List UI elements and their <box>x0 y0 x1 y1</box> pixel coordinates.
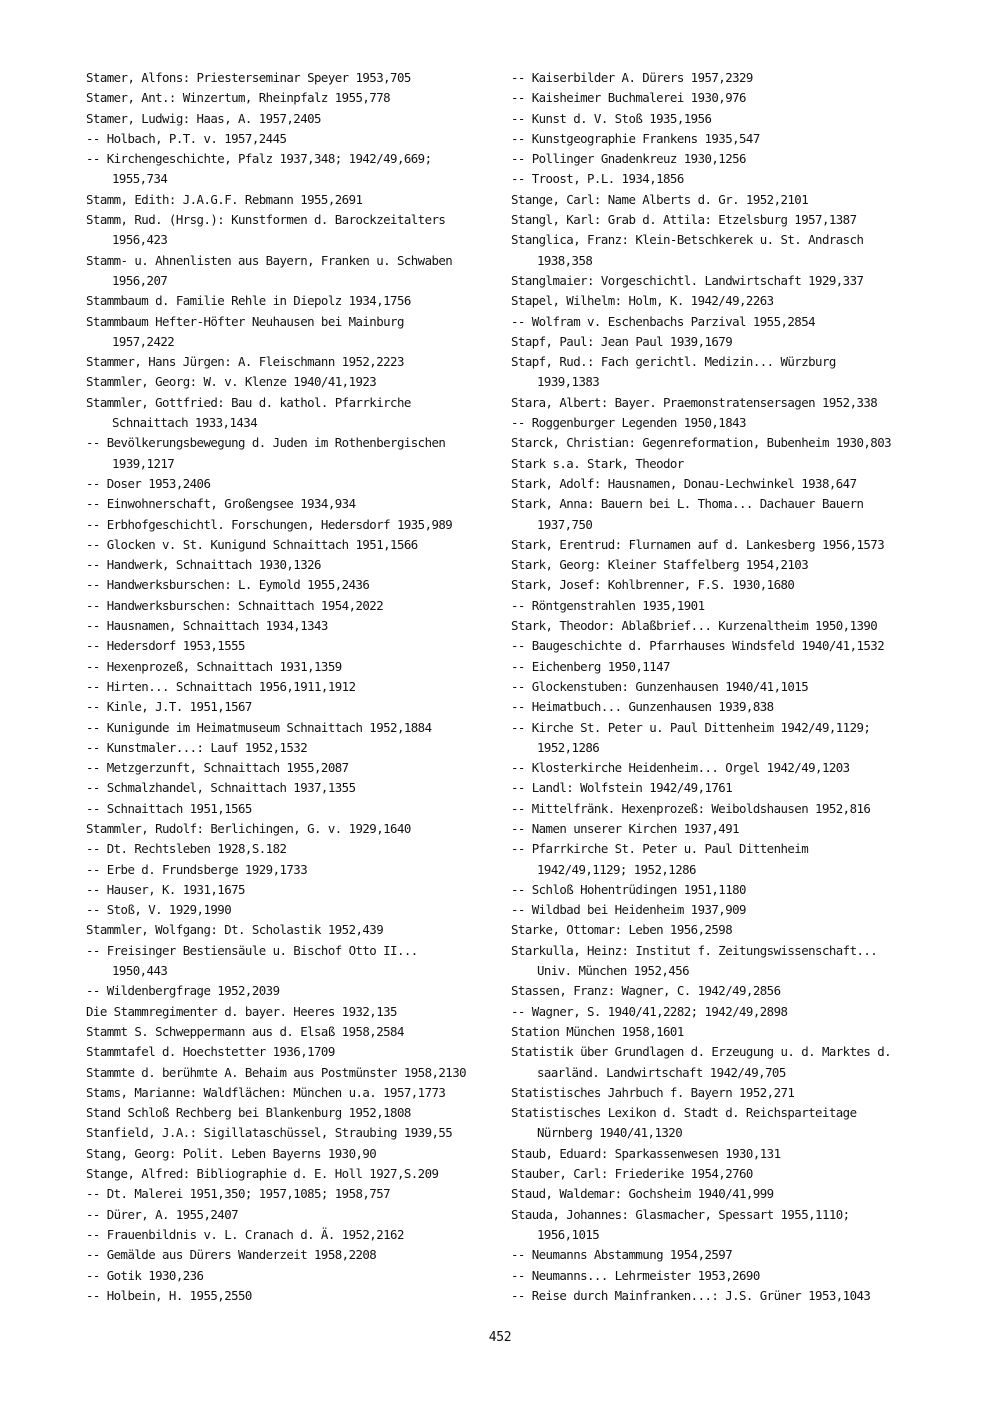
entry-text: Stamm, Rud. (Hrsg.): Kunstformen d. Barockzeitalters <box>86 212 446 228</box>
entry-text: Stark, Anna: Bauern bei L. Thoma... Dachauer Bauern <box>511 496 864 512</box>
entry-text: -- Metzgerzunft, Schnaittach 1955,2087 <box>86 760 349 776</box>
index-entry <box>86 1042 526 1062</box>
index-entry <box>86 1144 526 1164</box>
entry-text: -- Dürer, A. 1955,2407 <box>86 1206 239 1222</box>
index-entry <box>511 1286 931 1306</box>
entry-continuation: 1955,734 <box>112 171 168 187</box>
index-entry <box>511 433 931 453</box>
entry-text: -- Wolfram v. Eschenbachs Parzival 1955,2854 <box>511 313 816 329</box>
index-entry <box>86 433 526 474</box>
entry-continuation: 1956,1015 <box>537 1226 600 1242</box>
index-entry <box>86 839 526 859</box>
entry-continuation: saarländ. Landwirtschaft 1942/49,705 <box>537 1064 786 1080</box>
entry-continuation: 1937,750 <box>537 516 593 532</box>
index-entry <box>511 839 931 880</box>
index-entry <box>511 68 931 88</box>
index-column-right <box>511 68 931 1306</box>
page-number: 452 <box>488 1330 512 1345</box>
entry-text: -- Glocken v. St. Kunigund Schnaittach 1951,1566 <box>86 536 418 552</box>
index-entry <box>511 555 931 575</box>
index-entry <box>511 474 931 494</box>
index-entry <box>86 616 526 636</box>
index-entry <box>511 819 931 839</box>
entry-text: Stara, Albert: Bayer. Praemonstratensersagen 1952,338 <box>511 394 878 410</box>
index-entry <box>511 1042 931 1083</box>
entry-text: Starkulla, Heinz: Institut f. Zeitungswissenschaft... <box>511 942 878 958</box>
index-entry <box>511 636 931 656</box>
entry-text: -- Stoß, V. 1929,1990 <box>86 902 232 918</box>
index-entry <box>86 1123 526 1143</box>
entry-text: Stams, Marianne: Waldflächen: München u.a. 1957,1773 <box>86 1084 446 1100</box>
index-entry <box>86 1083 526 1103</box>
entry-text: Stang, Georg: Polit. Leben Bayerns 1930,90 <box>86 1145 377 1161</box>
index-entry <box>86 393 526 434</box>
index-entry <box>511 393 931 413</box>
index-entry <box>86 819 526 839</box>
entry-text: Stand Schloß Rechberg bei Blankenburg 1952,1808 <box>86 1105 411 1121</box>
index-entry <box>86 88 526 108</box>
index-entry <box>511 1002 931 1022</box>
index-entry <box>86 636 526 656</box>
entry-text: -- Holbein, H. 1955,2550 <box>86 1287 252 1303</box>
index-entry <box>86 1205 526 1225</box>
entry-text: Stange, Alfred: Bibliographie d. E. Holl 1927,S.209 <box>86 1166 439 1182</box>
index-entry <box>511 758 931 778</box>
entry-text: -- Freisinger Bestiensäule u. Bischof Otto II... <box>86 942 418 958</box>
index-entry <box>86 190 526 210</box>
entry-text: Statistik über Grundlagen d. Erzeugung u. d. Marktes d. <box>511 1044 892 1060</box>
entry-text: Stark s.a. Stark, Theodor <box>511 455 684 471</box>
entry-text: Stassen, Franz: Wagner, C. 1942/49,2856 <box>511 983 781 999</box>
entry-text: -- Pollinger Gnadenkreuz 1930,1256 <box>511 151 746 167</box>
entry-text: -- Pfarrkirche St. Peter u. Paul Dittenheim <box>511 841 809 857</box>
entry-text: -- Dt. Rechtsleben 1928,S.182 <box>86 841 287 857</box>
index-entry <box>86 920 526 940</box>
entry-text: -- Kaisheimer Buchmalerei 1930,976 <box>511 90 746 106</box>
entry-text: -- Roggenburger Legenden 1950,1843 <box>511 415 746 431</box>
index-entry <box>86 1164 526 1184</box>
entry-text: -- Namen unserer Kirchen 1937,491 <box>511 820 740 836</box>
index-entry <box>511 1266 931 1286</box>
entry-continuation: Nürnberg 1940/41,1320 <box>537 1125 683 1141</box>
entry-text: Stammte d. berühmte A. Behaim aus Postmünster 1958,2130 <box>86 1064 467 1080</box>
entry-text: Stange, Carl: Name Alberts d. Gr. 1952,2101 <box>511 191 809 207</box>
index-entry <box>511 697 931 717</box>
entry-text: -- Holbach, P.T. v. 1957,2445 <box>86 130 287 146</box>
index-entry <box>86 535 526 555</box>
entry-text: Stammbaum d. Familie Rehle in Diepolz 1934,1756 <box>86 293 411 309</box>
entry-continuation: 1942/49,1129; 1952,1286 <box>537 861 696 877</box>
index-entry <box>511 169 931 189</box>
entry-text: -- Erbhofgeschichtl. Forschungen, Hedersdorf 1935,989 <box>86 516 453 532</box>
index-entry <box>86 129 526 149</box>
entry-text: -- Glockenstuben: Gunzenhausen 1940/41,1015 <box>511 678 809 694</box>
index-entry <box>511 981 931 1001</box>
entry-text: -- Heimatbuch... Gunzenhausen 1939,838 <box>511 699 774 715</box>
index-entry <box>86 1002 526 1022</box>
entry-text: Stapf, Paul: Jean Paul 1939,1679 <box>511 333 733 349</box>
index-entry <box>511 88 931 108</box>
index-entry <box>86 515 526 535</box>
entry-text: Stanfield, J.A.: Sigillataschüssel, Straubing 1939,55 <box>86 1125 453 1141</box>
entry-text: -- Neumanns... Lehrmeister 1953,2690 <box>511 1267 760 1283</box>
index-entry <box>511 575 931 595</box>
entry-text: -- Röntgenstrahlen 1935,1901 <box>511 597 705 613</box>
entry-text: -- Handwerksburschen: L. Eymold 1955,2436 <box>86 577 370 593</box>
entry-text: -- Eichenberg 1950,1147 <box>511 658 670 674</box>
index-entry <box>86 1266 526 1286</box>
entry-text: Station München 1958,1601 <box>511 1023 684 1039</box>
index-entry <box>86 555 526 575</box>
entry-continuation: 1956,423 <box>112 232 168 248</box>
entry-text: Stauber, Carl: Friederike 1954,2760 <box>511 1166 753 1182</box>
entry-text: -- Baugeschichte d. Pfarrhauses Windsfeld 1940/41,1532 <box>511 638 885 654</box>
index-entry <box>86 1022 526 1042</box>
index-entry <box>86 941 526 982</box>
index-entry <box>511 454 931 474</box>
entry-text: -- Schnaittach 1951,1565 <box>86 800 252 816</box>
index-entry <box>86 860 526 880</box>
index-entry <box>511 1184 931 1204</box>
entry-text: -- Kaiserbilder A. Dürers 1957,2329 <box>511 70 753 85</box>
index-entry <box>511 1103 931 1144</box>
index-entry <box>511 190 931 210</box>
entry-text: Stapel, Wilhelm: Holm, K. 1942/49,2263 <box>511 293 774 309</box>
index-entry <box>511 210 931 230</box>
entry-text: -- Klosterkirche Heidenheim... Orgel 1942/49,1203 <box>511 760 850 776</box>
entry-text: Stamm, Edith: J.A.G.F. Rebmann 1955,2691 <box>86 191 363 207</box>
entry-text: -- Kunst d. V. Stoß 1935,1956 <box>511 110 712 126</box>
index-entry <box>86 352 526 372</box>
entry-continuation: 1956,207 <box>112 272 168 288</box>
entry-text: Statistisches Jahrbuch f. Bayern 1952,271 <box>511 1084 795 1100</box>
index-entry <box>86 778 526 798</box>
index-entry <box>511 799 931 819</box>
index-entry <box>86 677 526 697</box>
entry-text: -- Hauser, K. 1931,1675 <box>86 881 245 897</box>
entry-text: Stamm- u. Ahnenlisten aus Bayern, Franken u. Schwaben <box>86 252 453 268</box>
entry-text: -- Hirten... Schnaittach 1956,1911,1912 <box>86 678 356 694</box>
entry-continuation: 1952,1286 <box>537 739 600 755</box>
index-entry <box>86 880 526 900</box>
index-entry <box>511 149 931 169</box>
index-entry <box>511 1083 931 1103</box>
entry-text: -- Handwerk, Schnaittach 1930,1326 <box>86 557 321 573</box>
entry-text: Die Stammregimenter d. bayer. Heeres 1932,135 <box>86 1003 397 1019</box>
entry-text: Stammt S. Schweppermann aus d. Elsaß 1958,2584 <box>86 1023 404 1039</box>
entry-text: -- Handwerksburschen: Schnaittach 1954,2022 <box>86 597 384 613</box>
index-entry <box>511 1022 931 1042</box>
entry-text: -- Reise durch Mainfranken...: J.S. Grüner 1953,1043 <box>511 1287 871 1303</box>
index-entry <box>86 1286 526 1306</box>
entry-continuation: 1938,358 <box>537 252 593 268</box>
entry-text: -- Gotik 1930,236 <box>86 1267 204 1283</box>
entry-text: -- Kirche St. Peter u. Paul Dittenheim 1942/49,1129; <box>511 719 871 735</box>
index-entry <box>511 230 931 271</box>
index-entry <box>511 941 931 982</box>
entry-text: -- Gemälde aus Dürers Wanderzeit 1958,2208 <box>86 1247 377 1263</box>
entry-text: -- Doser 1953,2406 <box>86 475 211 491</box>
entry-text: Stauda, Johannes: Glasmacher, Spessart 1955,1110; <box>511 1206 850 1222</box>
index-entry <box>86 372 526 392</box>
entry-text: -- Frauenbildnis v. L. Cranach d. Ä. 1952,2162 <box>86 1226 404 1242</box>
entry-text: -- Bevölkerungsbewegung d. Juden im Rothenbergischen <box>86 435 446 451</box>
index-entry <box>511 718 931 759</box>
entry-text: Stammler, Rudolf: Berlichingen, G. v. 1929,1640 <box>86 820 411 836</box>
index-entry <box>86 758 526 778</box>
entry-text: -- Hexenprozeß, Schnaittach 1931,1359 <box>86 658 342 674</box>
index-entry <box>86 1245 526 1265</box>
index-entry <box>86 799 526 819</box>
entry-text: Stark, Theodor: Ablaßbrief... Kurzenaltheim 1950,1390 <box>511 618 878 634</box>
entry-text: Stark, Erentrud: Flurnamen auf d. Lankesberg 1956,1573 <box>511 536 885 552</box>
entry-text: Statistisches Lexikon d. Stadt d. Reichsparteitage <box>511 1105 857 1121</box>
entry-text: Starck, Christian: Gegenreformation, Bubenheim 1930,803 <box>511 435 892 451</box>
entry-continuation: 1957,2422 <box>112 333 175 349</box>
index-entry <box>511 413 931 433</box>
index-column-left <box>86 68 526 1306</box>
index-entry <box>511 1245 931 1265</box>
index-entry <box>86 1184 526 1204</box>
index-entry <box>86 575 526 595</box>
entry-text: -- Kirchengeschichte, Pfalz 1937,348; 1942/49,669; <box>86 151 432 167</box>
index-entry <box>86 900 526 920</box>
entry-text: -- Landl: Wolfstein 1942/49,1761 <box>511 780 733 796</box>
index-entry <box>511 332 931 352</box>
index-entry <box>511 880 931 900</box>
entry-text: Stark, Josef: Kohlbrenner, F.S. 1930,1680 <box>511 577 795 593</box>
entry-text: Stangl, Karl: Grab d. Attila: Etzelsburg 1957,1387 <box>511 212 857 228</box>
entry-text: -- Wagner, S. 1940/41,2282; 1942/49,2898 <box>511 1003 788 1019</box>
index-entry <box>511 616 931 636</box>
index-entry <box>511 677 931 697</box>
index-entry <box>86 718 526 738</box>
index-entry <box>86 1063 526 1083</box>
entry-text: Starke, Ottomar: Leben 1956,2598 <box>511 922 733 938</box>
index-entry <box>86 697 526 717</box>
index-entry <box>511 900 931 920</box>
entry-continuation: Univ. München 1952,456 <box>537 963 690 979</box>
index-entry <box>86 312 526 353</box>
entry-text: Stammler, Wolfgang: Dt. Scholastik 1952,439 <box>86 922 384 938</box>
index-entry <box>86 657 526 677</box>
entry-continuation: 1939,1383 <box>537 374 600 390</box>
entry-text: -- Kinle, J.T. 1951,1567 <box>86 699 252 715</box>
index-entry <box>511 1144 931 1164</box>
index-entry <box>511 291 931 311</box>
entry-text: Stammtafel d. Hoechstetter 1936,1709 <box>86 1044 335 1060</box>
index-entry <box>86 474 526 494</box>
index-entry <box>511 129 931 149</box>
index-entry <box>511 1205 931 1246</box>
index-entry <box>511 596 931 616</box>
index-entry <box>86 1103 526 1123</box>
entry-text: Stammler, Gottfried: Bau d. kathol. Pfarrkirche <box>86 394 411 410</box>
index-entry <box>511 109 931 129</box>
index-entry <box>511 657 931 677</box>
index-entry <box>511 1164 931 1184</box>
index-entry <box>86 1225 526 1245</box>
entry-text: -- Troost, P.L. 1934,1856 <box>511 171 684 187</box>
entry-text: -- Kunigunde im Heimatmuseum Schnaittach 1952,1884 <box>86 719 432 735</box>
entry-text: -- Mittelfränk. Hexenprozeß: Weiboldshausen 1952,816 <box>511 800 871 816</box>
entry-text: Stamer, Ludwig: Haas, A. 1957,2405 <box>86 110 321 126</box>
index-entry <box>86 981 526 1001</box>
entry-text: Stanglica, Franz: Klein-Betschkerek u. St. Andrasch <box>511 232 864 248</box>
index-entry <box>86 109 526 129</box>
entry-text: -- Kunstgeographie Frankens 1935,547 <box>511 130 760 146</box>
entry-text: -- Kunstmaler...: Lauf 1952,1532 <box>86 739 308 755</box>
entry-text: -- Einwohnerschaft, Großengsee 1934,934 <box>86 496 356 512</box>
entry-text: -- Hedersdorf 1953,1555 <box>86 638 245 654</box>
entry-continuation: Schnaittach 1933,1434 <box>112 415 258 431</box>
entry-text: -- Neumanns Abstammung 1954,2597 <box>511 1247 733 1263</box>
entry-text: -- Dt. Malerei 1951,350; 1957,1085; 1958,757 <box>86 1186 391 1202</box>
entry-text: Stammer, Hans Jürgen: A. Fleischmann 1952,2223 <box>86 354 404 370</box>
index-entry <box>511 920 931 940</box>
index-entry <box>86 251 526 292</box>
entry-continuation: 1950,443 <box>112 963 168 979</box>
index-entry <box>86 738 526 758</box>
entry-text: -- Schmalzhandel, Schnaittach 1937,1355 <box>86 780 356 796</box>
entry-text: -- Wildenbergfrage 1952,2039 <box>86 983 280 999</box>
index-entry <box>86 149 526 190</box>
entry-text: -- Erbe d. Frundsberge 1929,1733 <box>86 861 308 877</box>
index-entry <box>511 312 931 332</box>
entry-text: Staub, Eduard: Sparkassenwesen 1930,131 <box>511 1145 781 1161</box>
index-entry <box>511 271 931 291</box>
entry-text: Stamer, Alfons: Priesterseminar Speyer 1953,705 <box>86 70 411 85</box>
index-entry <box>86 210 526 251</box>
entry-text: -- Wildbad bei Heidenheim 1937,909 <box>511 902 746 918</box>
entry-text: Stammbaum Hefter-Höfter Neuhausen bei Mainburg <box>86 313 404 329</box>
entry-text: Stark, Georg: Kleiner Staffelberg 1954,2103 <box>511 557 809 573</box>
entry-text: Stark, Adolf: Hausnamen, Donau-Lechwinkel 1938,647 <box>511 475 857 491</box>
entry-text: -- Hausnamen, Schnaittach 1934,1343 <box>86 618 328 634</box>
index-entry <box>86 291 526 311</box>
entry-text: Stanglmaier: Vorgeschichtl. Landwirtschaft 1929,337 <box>511 272 864 288</box>
index-entry <box>86 596 526 616</box>
entry-continuation: 1939,1217 <box>112 455 175 471</box>
index-entry <box>511 535 931 555</box>
index-entry <box>86 494 526 514</box>
entry-text: Staud, Waldemar: Gochsheim 1940/41,999 <box>511 1186 774 1202</box>
index-entry <box>511 494 931 535</box>
entry-text: Stammler, Georg: W. v. Klenze 1940/41,1923 <box>86 374 377 390</box>
index-entry <box>511 778 931 798</box>
entry-text: Stamer, Ant.: Winzertum, Rheinpfalz 1955,778 <box>86 90 391 106</box>
entry-text: Stapf, Rud.: Fach gerichtl. Medizin... Würzburg <box>511 354 836 370</box>
index-entry <box>511 352 931 393</box>
entry-text: -- Schloß Hohentrüdingen 1951,1180 <box>511 881 746 897</box>
index-entry <box>86 68 526 88</box>
